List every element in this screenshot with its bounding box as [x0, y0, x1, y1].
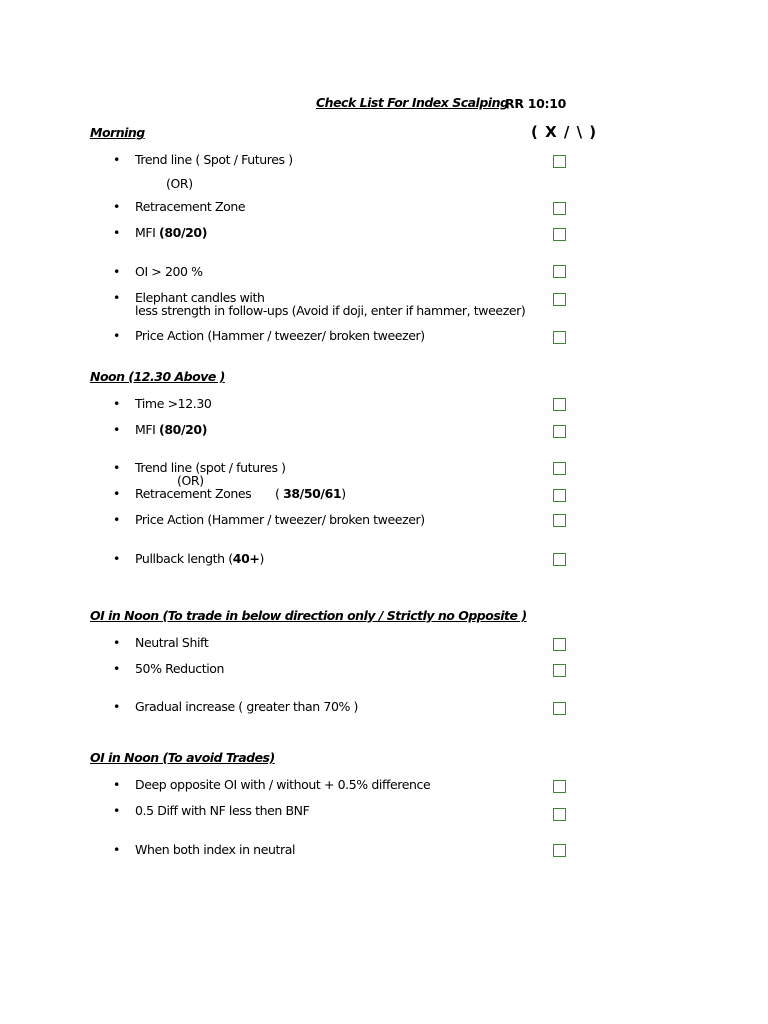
bullet: •: [113, 422, 121, 437]
bullet: •: [113, 199, 121, 214]
bullet: •: [113, 152, 121, 167]
list-item: When both index in neutral: [135, 842, 296, 857]
checkbox-oi-reduction[interactable]: [553, 664, 566, 677]
checkbox-oi-neutral-shift[interactable]: [553, 638, 566, 651]
checkbox-morning-price-action[interactable]: [553, 331, 566, 344]
rr-ratio: RR 10:10: [505, 96, 566, 111]
list-item: MFI (80/20): [135, 225, 208, 240]
bullet: •: [113, 635, 121, 650]
list-item: Price Action (Hammer / tweezer/ broken tweezer): [135, 328, 425, 343]
bullet: •: [113, 264, 121, 279]
checkbox-oi-gradual-increase[interactable]: [553, 702, 566, 715]
bullet: •: [113, 290, 121, 305]
checkbox-noon-pullback[interactable]: [553, 553, 566, 566]
bullet: •: [113, 777, 121, 792]
list-item: Trend line (spot / futures ): [135, 460, 286, 475]
list-item: 50% Reduction: [135, 661, 225, 676]
list-item: Neutral Shift: [135, 635, 209, 650]
bullet: •: [113, 396, 121, 411]
bullet: •: [113, 225, 121, 240]
checkbox-morning-mfi[interactable]: [553, 228, 566, 241]
list-item-continuation: less strength in follow-ups (Avoid if doji, enter if hammer, tweezer): [135, 303, 526, 318]
checkbox-morning-retracement[interactable]: [553, 202, 566, 215]
list-item-values: ( 38/50/61): [275, 486, 346, 501]
check-column-label: ( X / \ ): [531, 123, 598, 141]
checkbox-avoid-both-neutral[interactable]: [553, 844, 566, 857]
bullet: •: [113, 328, 121, 343]
or-label: (OR): [166, 176, 193, 191]
section-heading-noon: Noon (12.30 Above ): [90, 369, 225, 384]
list-item: Retracement Zones: [135, 486, 252, 501]
list-item: Deep opposite OI with / without + 0.5% difference: [135, 777, 431, 792]
list-item: OI > 200 %: [135, 264, 203, 279]
list-item: 0.5 Diff with NF less then BNF: [135, 803, 310, 818]
list-item: Pullback length (40+): [135, 551, 264, 566]
checkbox-noon-trendline[interactable]: [553, 462, 566, 475]
bullet: •: [113, 460, 121, 475]
section-heading-oi-direction: OI in Noon (To trade in below direction only / Strictly no Opposite ): [90, 608, 527, 623]
list-item: Retracement Zone: [135, 199, 246, 214]
checkbox-morning-trendline[interactable]: [553, 155, 566, 168]
section-heading-oi-avoid: OI in Noon (To avoid Trades): [90, 750, 275, 765]
list-item: Trend line ( Spot / Futures ): [135, 152, 293, 167]
checkbox-morning-elephant[interactable]: [553, 293, 566, 306]
page-title: Check List For Index Scalping: [316, 95, 509, 110]
list-item: Price Action (Hammer / tweezer/ broken tweezer): [135, 512, 425, 527]
list-item: MFI (80/20): [135, 422, 208, 437]
checkbox-noon-mfi[interactable]: [553, 425, 566, 438]
bullet: •: [113, 551, 121, 566]
or-label: (OR): [177, 473, 204, 488]
checkbox-morning-oi[interactable]: [553, 265, 566, 278]
checkbox-noon-time[interactable]: [553, 398, 566, 411]
bullet: •: [113, 842, 121, 857]
bullet: •: [113, 661, 121, 676]
checkbox-avoid-diff[interactable]: [553, 808, 566, 821]
list-item: Time >12.30: [135, 396, 212, 411]
checkbox-avoid-deep-opposite[interactable]: [553, 780, 566, 793]
bullet: •: [113, 512, 121, 527]
list-item: Gradual increase ( greater than 70% ): [135, 699, 359, 714]
checkbox-noon-price-action[interactable]: [553, 514, 566, 527]
list-item: Elephant candles with: [135, 290, 265, 305]
bullet: •: [113, 803, 121, 818]
section-heading-morning: Morning: [90, 125, 145, 140]
bullet: •: [113, 699, 121, 714]
checkbox-noon-retracement[interactable]: [553, 489, 566, 502]
bullet: •: [113, 486, 121, 501]
